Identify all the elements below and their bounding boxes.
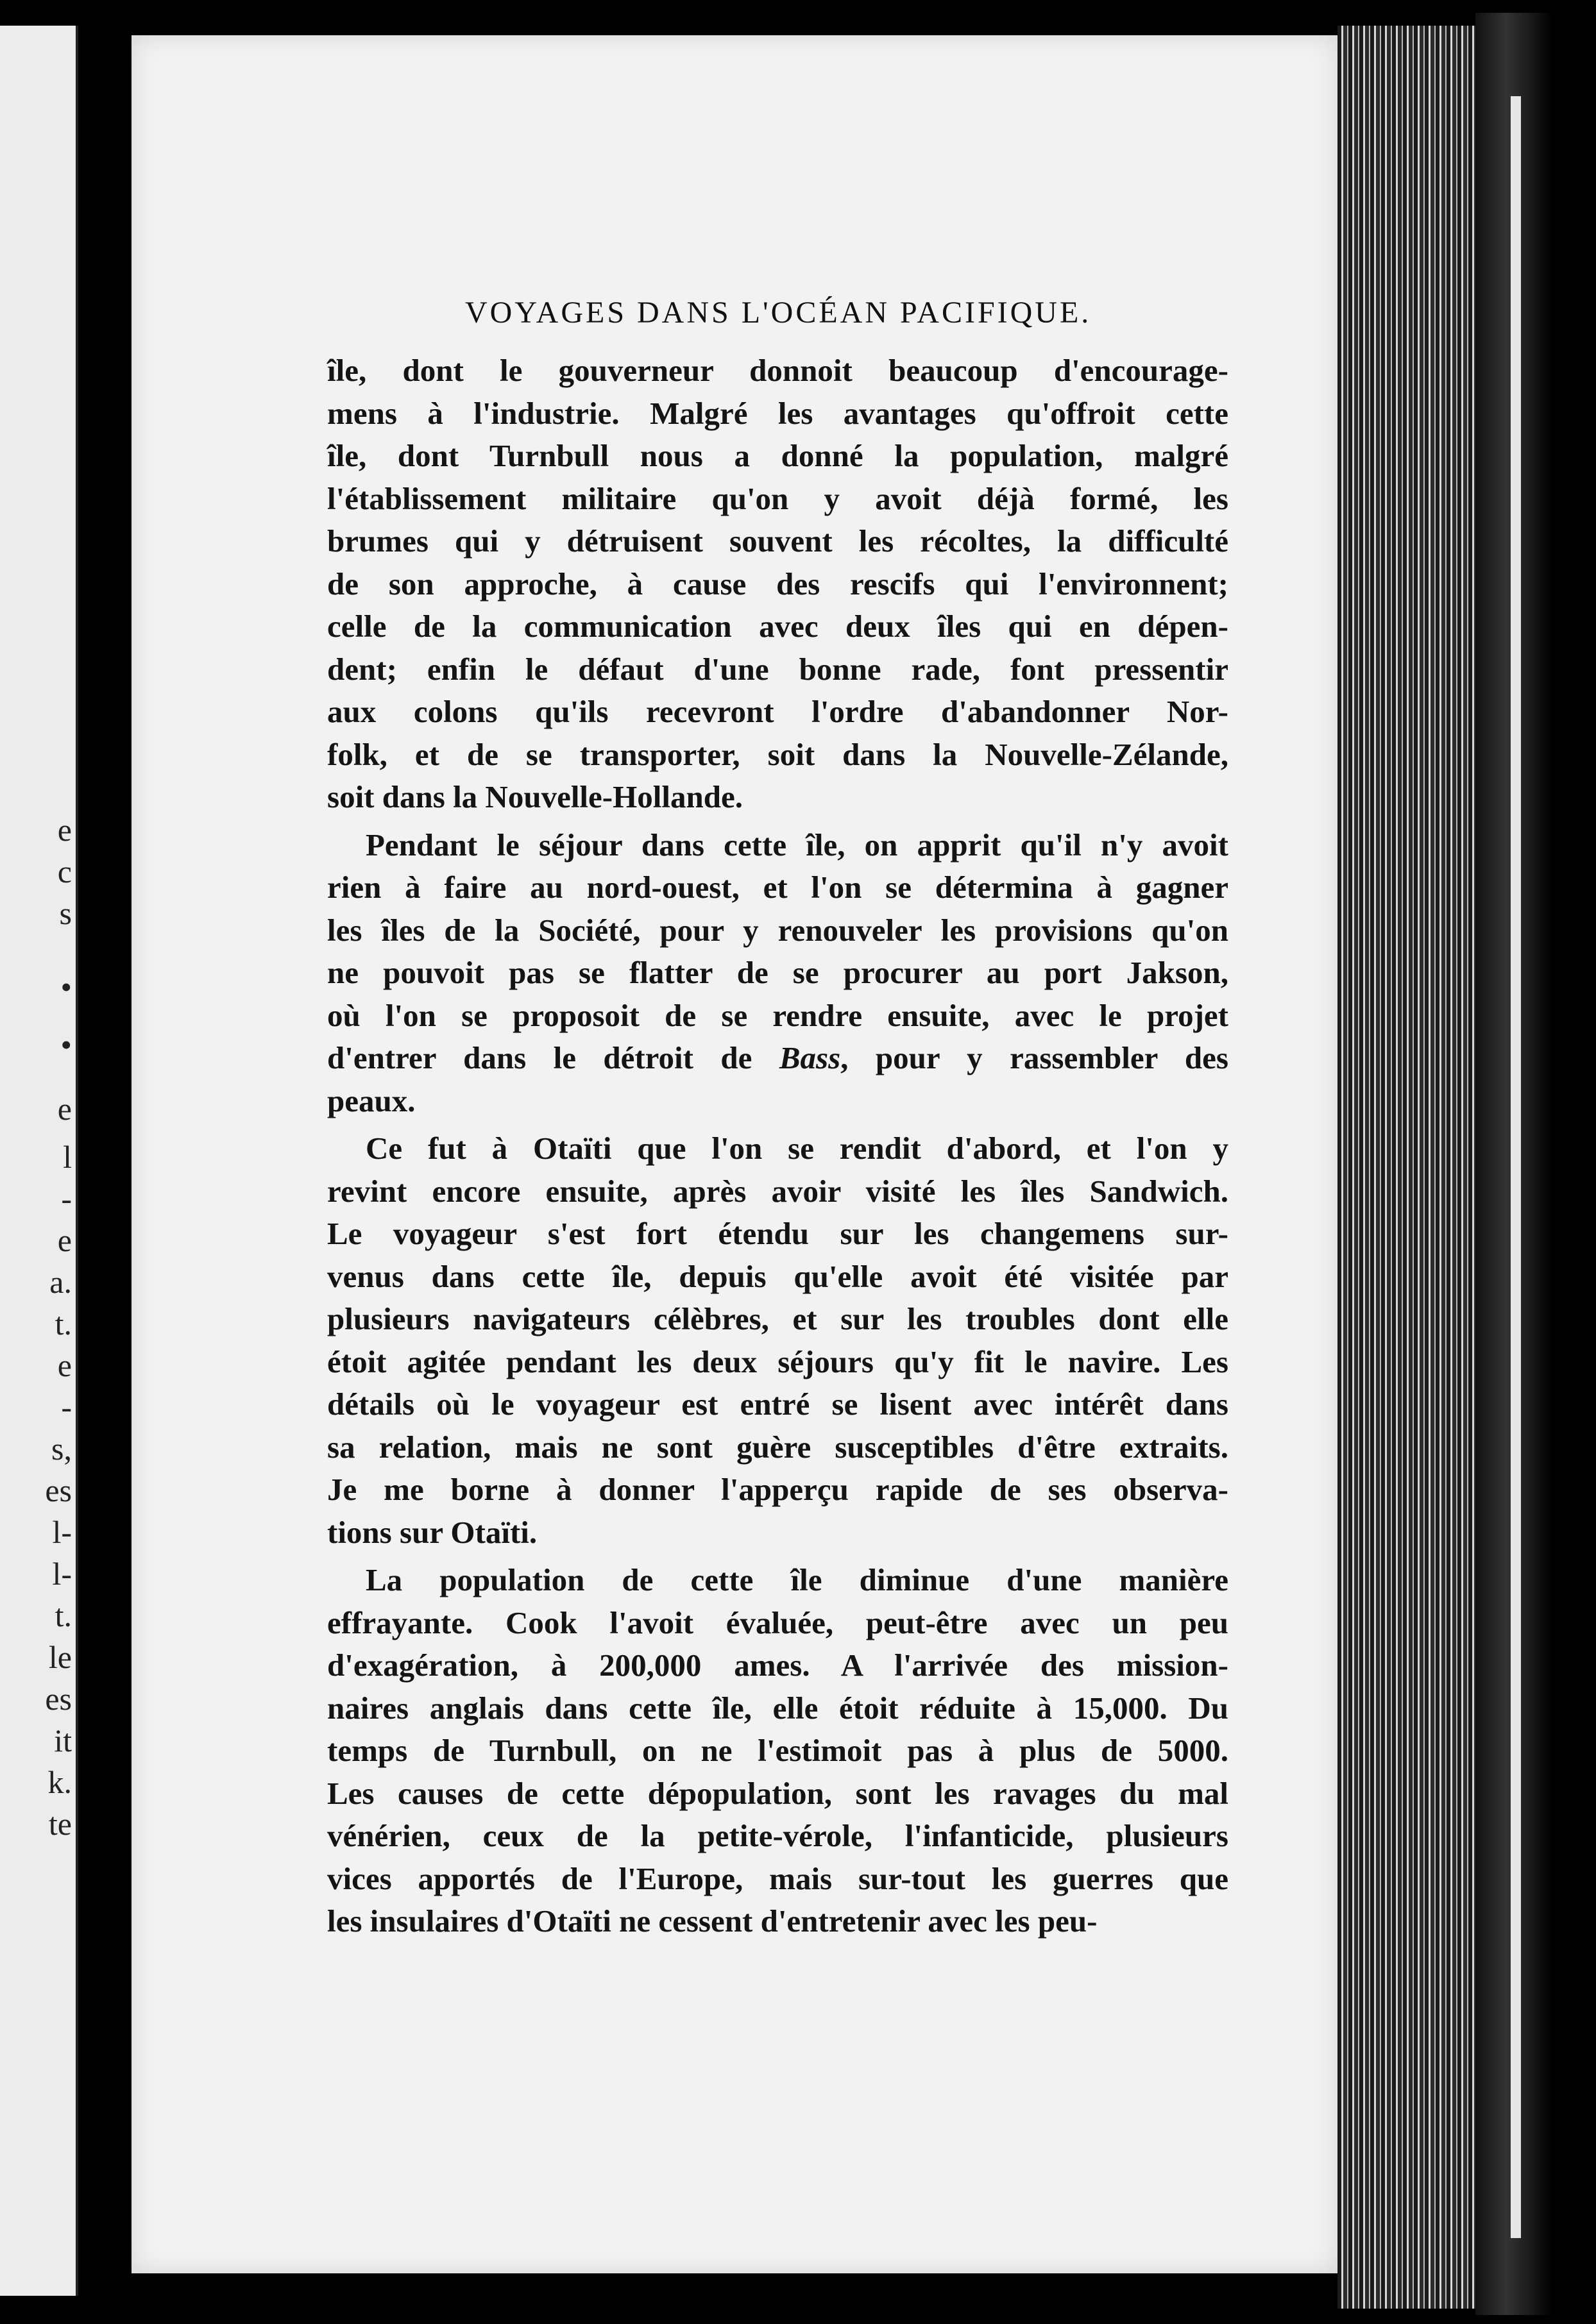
margin-fragment: l- bbox=[52, 1556, 72, 1592]
margin-fragment: e bbox=[57, 1091, 72, 1127]
text-line: où l'on se proposoit de se rendre ensuite, avec le projet bbox=[327, 997, 1228, 1033]
text-line: vénérien, ceux de la petite-vérole, l'infanticide, plusieurs bbox=[327, 1818, 1228, 1853]
text-line: folk, et de se transporter, soit dans la Nouvelle-Zélande, bbox=[327, 736, 1228, 772]
margin-fragment: es bbox=[45, 1472, 72, 1508]
paragraph-gap bbox=[327, 1122, 1228, 1127]
margin-fragment: - bbox=[61, 1389, 72, 1425]
text-line: La population de cette île diminue d'une manière bbox=[366, 1562, 1228, 1597]
margin-fragment: • bbox=[60, 969, 72, 1005]
margin-fragment: k. bbox=[47, 1764, 72, 1800]
text-line: détails où le voyageur est entré se lisent avec intérêt dans bbox=[327, 1386, 1228, 1422]
text-line: d'exagération, à 200,000 ames. A l'arrivée des mission- bbox=[327, 1647, 1228, 1683]
text-line: peaux. bbox=[327, 1082, 416, 1118]
page-block-edge bbox=[1337, 26, 1475, 2309]
text-line: Les causes de cette dépopulation, sont les ravages du mal bbox=[327, 1775, 1228, 1811]
text-line: vices apportés de l'Europe, mais sur-tout les guerres que bbox=[327, 1860, 1228, 1896]
margin-fragment: l bbox=[63, 1139, 72, 1175]
text-line: île, dont Turnbull nous a donné la population, malgré bbox=[327, 438, 1228, 473]
margin-fragment: a. bbox=[49, 1264, 72, 1300]
text-line: naires anglais dans cette île, elle étoit réduite à 15,000. Du bbox=[327, 1690, 1228, 1726]
margin-fragment: l- bbox=[52, 1514, 72, 1550]
text-line: plusieurs navigateurs célèbres, et sur les troubles dont elle bbox=[327, 1301, 1228, 1336]
paragraph-gap bbox=[327, 819, 1228, 824]
running-title: VOYAGES DANS L'OCÉAN PACIFIQUE. bbox=[465, 296, 1092, 330]
margin-fragment: es bbox=[45, 1681, 72, 1717]
text-line: Ce fut à Otaïti que l'on se rendit d'abord, et l'on y bbox=[366, 1131, 1228, 1166]
cover-highlight bbox=[1511, 96, 1521, 2238]
text-line: Pendant le séjour dans cette île, on apprit qu'il n'y avoit bbox=[366, 827, 1228, 863]
text-line: tions sur Otaïti. bbox=[327, 1514, 538, 1550]
margin-fragment: c bbox=[57, 854, 72, 889]
text-line: île, dont le gouverneur donnoit beaucoup d'encourage- bbox=[327, 353, 1228, 388]
text-line: venus dans cette île, depuis qu'elle avoit été visitée par bbox=[327, 1258, 1228, 1294]
text-line: soit dans la Nouvelle-Hollande. bbox=[327, 779, 743, 814]
paragraph-gap bbox=[327, 1554, 1228, 1559]
book-page bbox=[132, 35, 1337, 2273]
margin-fragment: e bbox=[57, 1222, 72, 1258]
running-head bbox=[465, 295, 1437, 346]
text-line: de son approche, à cause des rescifs qui l'environnent; bbox=[327, 566, 1228, 602]
margin-fragment: • bbox=[60, 1027, 72, 1063]
text-line: d'entrer dans le détroit de Bass, pour y rassembler des bbox=[327, 1040, 1228, 1075]
margin-fragment: le bbox=[48, 1639, 72, 1675]
text-line: étoit agitée pendant les deux séjours qu'y fit le navire. Les bbox=[327, 1343, 1228, 1379]
text-line: effrayante. Cook l'avoit évaluée, peut-être avec un peu bbox=[327, 1604, 1228, 1640]
margin-fragment: te bbox=[48, 1806, 72, 1842]
margin-fragment: t. bbox=[55, 1306, 72, 1342]
margin-fragment: e bbox=[57, 1347, 72, 1383]
text-line: Je me borne à donner l'apperçu rapide de ses observa- bbox=[327, 1472, 1228, 1507]
text-line: l'établissement militaire qu'on y avoit déjà formé, les bbox=[327, 480, 1228, 516]
text-line: les insulaires d'Otaïti ne cessent d'entretenir avec les peu- bbox=[327, 1903, 1098, 1939]
margin-fragment: it bbox=[54, 1722, 72, 1758]
facing-page-fragment bbox=[0, 26, 78, 2296]
text-line: revint encore ensuite, après avoir visité les îles Sandwich. bbox=[327, 1173, 1228, 1209]
body-text bbox=[327, 349, 1228, 1943]
text-line: ne pouvoit pas se flatter de se procurer au port Jakson, bbox=[327, 955, 1228, 990]
margin-fragment: s bbox=[59, 895, 72, 931]
text-line: rien à faire au nord-ouest, et l'on se détermina à gagner bbox=[327, 870, 1228, 905]
text-line: dent; enfin le défaut d'une bonne rade, font pressentir bbox=[327, 651, 1228, 687]
text-line: mens à l'industrie. Malgré les avantages qu'offroit cette bbox=[327, 395, 1228, 431]
margin-fragment: e bbox=[57, 812, 72, 848]
text-line: les îles de la Société, pour y renouveler les provisions qu'on bbox=[327, 912, 1228, 948]
text-line: sa relation, mais ne sont guère susceptibles d'être extraits. bbox=[327, 1429, 1228, 1465]
text-line: temps de Turnbull, on ne l'estimoit pas à plus de 5000. bbox=[327, 1733, 1228, 1768]
text-line: Le voyageur s'est fort étendu sur les changemens sur- bbox=[327, 1216, 1228, 1251]
text-line: celle de la communication avec deux îles qui en dépen- bbox=[327, 609, 1228, 644]
margin-fragment: s, bbox=[51, 1431, 72, 1467]
text-line: brumes qui y détruisent souvent les récoltes, la difficulté bbox=[327, 523, 1228, 559]
margin-fragment: - bbox=[61, 1181, 72, 1217]
margin-fragment: t. bbox=[55, 1597, 72, 1633]
text-line: aux colons qu'ils recevront l'ordre d'abandonner Nor- bbox=[327, 694, 1228, 729]
